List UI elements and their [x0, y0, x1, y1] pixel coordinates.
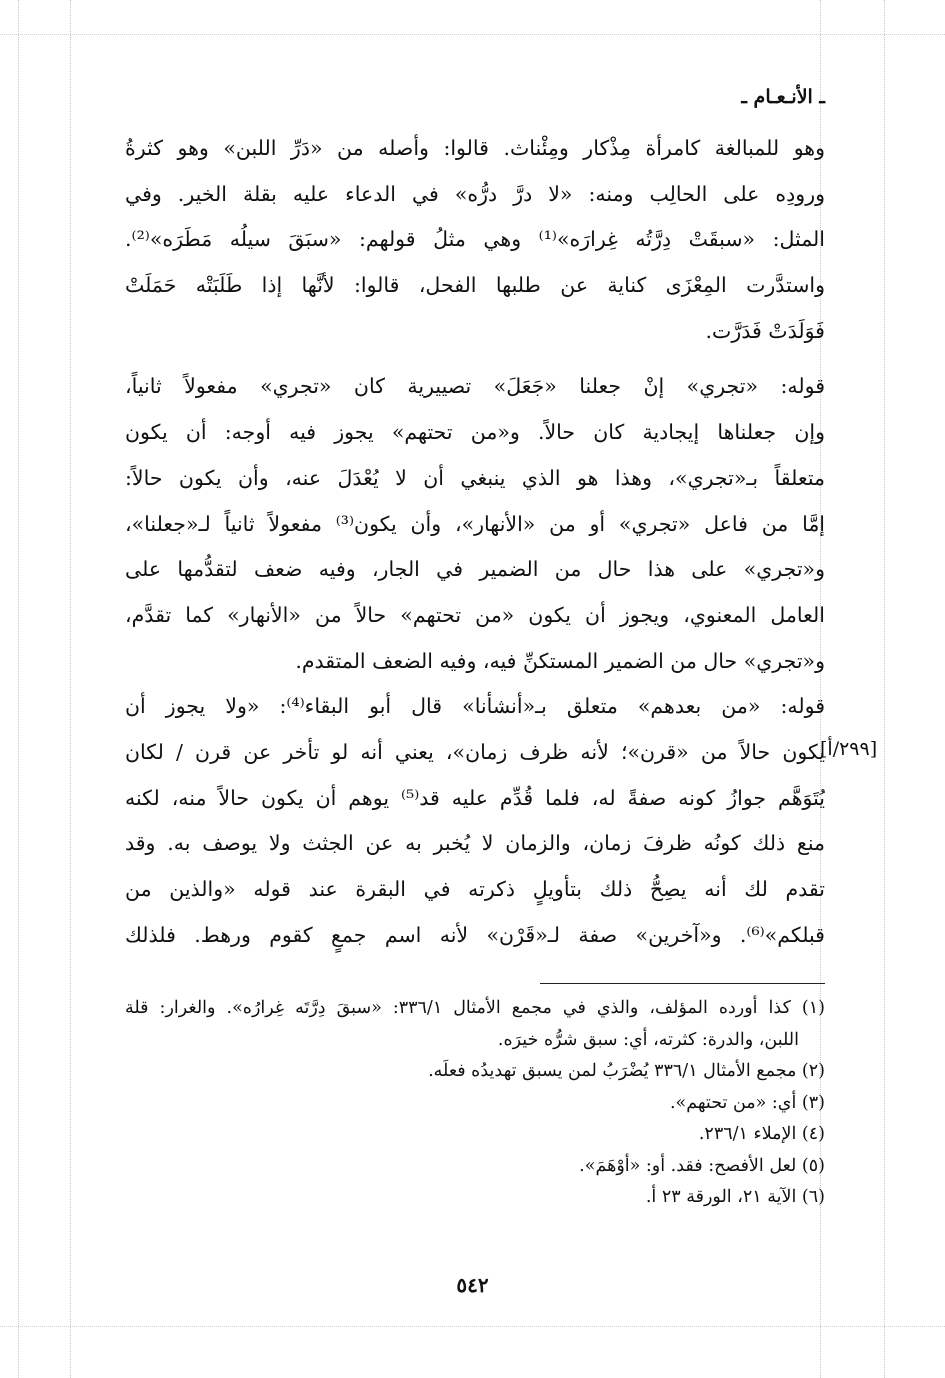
footnote: (١) كذا أورده المؤلف، والذي في مجمع الأمثال ٣٣٦/١: «سبقَ دِرَّتَه غِرارُه». والغرار: قلة: [125, 998, 825, 1018]
text-line: متعلقاً بـ«تجري»، وهذا هو الذي ينبغي أن لا يُعْدَلَ عنه، وأن يكون حالاً:: [125, 465, 825, 490]
footnote-continuation: اللبن، والدرة: كثرته، أي: سبق شرُّه خيرَه.: [497, 1029, 799, 1050]
text-line: يُتَوَهَّم جوازُ كونه صفةً له، فلما قُدِّم عليه قد⁽⁵⁾ يوهم أن يكون حالاً منه، لكنه: [125, 785, 825, 810]
text-line: ورودِه على الحالِب ومنه: «لا درَّ درُّه» في الدعاء عليه بقلة الخير. وفي: [125, 181, 825, 206]
footnote: (٥) لعل الأفصح: فقد. أو: «أوْهَمَ».: [579, 1155, 825, 1176]
text-line: قبلكم»⁽⁶⁾. و«آخرين» صفة لـ«قَرْن» لأنه اسم جمعٍ كقوم ورهط. فلذلك: [125, 922, 825, 947]
text-line: منع ذلك كونُه ظرفَ زمان، والزمان لا يُخبر به عن الجثث ولا يوصف به. وقد: [125, 831, 825, 856]
text-line: وهو للمبالغة كامرأة مِذْكار ومِئْناث. قالوا: وأصله من «دَرِّ اللبن» وهو كثرةُ: [125, 136, 825, 160]
text-line: واستدَّرت المِعْزَى كناية عن طلبها الفحل، قالوا: لأنَّها إذا طَلَبَتْه حَمَلَتْ: [125, 273, 825, 298]
footnotes-block: [125, 993, 825, 1214]
text-line: وإن جعلناها إيجادية كان حالاً. و«من تحتهم» يجوز فيه أوجه: أن يكون: [125, 420, 825, 445]
scan-guide-line: [0, 34, 945, 35]
footnote: (٤) الإملاء ٢٣٦/١.: [698, 1124, 825, 1144]
text-line: المثل: «سبقَتْ دِرَّتُه غِرارَه»⁽¹⁾ وهي مثلُ قولهم: «سبَقَ سيلُه مَطَرَه»⁽²⁾.: [125, 227, 825, 252]
scan-guide-line: [18, 0, 19, 1378]
text-line: العامل المعنوي، ويجوز أن يكون «من تحتهم» حالاً من «الأنهار» كما تقدَّم،: [125, 602, 825, 627]
paragraph-start-line: قوله: «تجري» إنْ جعلنا «جَعَلَ» تصييرية كان «تجري» مفعولاً ثانياً،: [125, 374, 825, 399]
footnote: (٦) الآية ٢١، الورقة ٢٣ أ.: [645, 1187, 825, 1207]
scan-guide-line: [0, 1326, 945, 1327]
text-line: فَوَلَدَتْ فَدَرَّت.: [705, 318, 825, 343]
text-line: تقدم لك أنه يصِحُّ ذلك بتأويلٍ ذكرته في البقرة عند قوله «والذين من: [125, 877, 825, 901]
footnote: (٢) مجمع الأمثال ٣٣٦/١ يُضْرَبُ لمن يسبق تهديدُه فعلَه.: [428, 1061, 825, 1081]
footnote-separator: [540, 983, 825, 984]
page-number: ٥٤٢: [456, 1273, 489, 1297]
text-line: و«تجري» على هذا حال من الضمير في الجار، وفيه ضعف لتقدُّمها على: [125, 557, 825, 582]
paragraph-start-line: قوله: «من بعدهم» متعلق بـ«أنشأنا» قال أبو البقاء⁽⁴⁾: «ولا يجوز أن: [125, 694, 825, 719]
scan-guide-line: [884, 0, 885, 1378]
text-line: يكون حالاً من «قرن»؛ لأنه ظرف زمان»، يعني أنه لو تأخر عن قرن / لكان: [125, 739, 825, 764]
text-line: و«تجري» حال من الضمير المستكنِّ فيه، وفيه الضعف المتقدم.: [295, 648, 825, 673]
manuscript-folio-marker: [٢٩٩/أ]: [820, 738, 878, 760]
scan-guide-line: [70, 0, 71, 1378]
running-header: ـ الأنـعـام ـ: [741, 86, 825, 108]
text-line: إمَّا من فاعل «تجري» أو من «الأنهار»، وأن يكون⁽³⁾ مفعولاً ثانياً لـ«جعلنا»،: [125, 511, 825, 536]
footnote: (٣) أي: «من تحتهم».: [669, 1092, 825, 1113]
main-text-block: [125, 126, 825, 958]
